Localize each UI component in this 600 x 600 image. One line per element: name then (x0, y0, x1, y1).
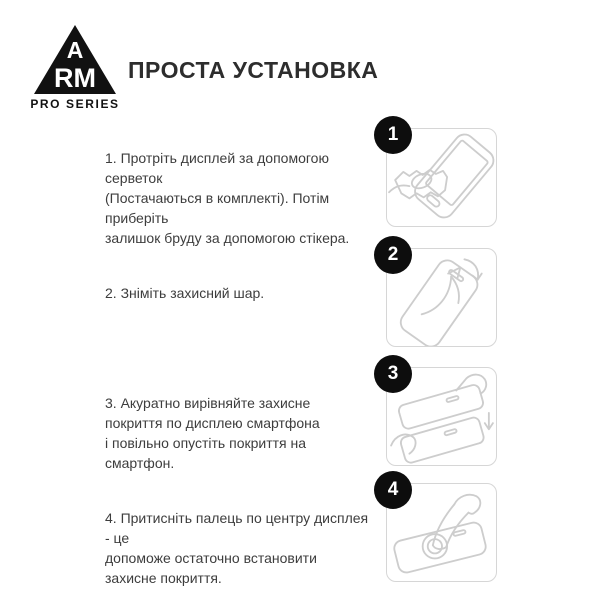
step-1-line-1: 1. Протріть дисплей за допомогою серветок (105, 150, 329, 186)
step-4-number-badge (374, 471, 412, 509)
step-4-line-2: допоможе остаточно встановити (105, 550, 317, 566)
step-2-line-1: 2. Зніміть захисний шар. (105, 285, 265, 301)
step-4-text (105, 508, 375, 588)
step-2-text (105, 283, 375, 303)
step-1-number-badge (374, 116, 412, 154)
step-4-number: 4 (387, 479, 399, 500)
step-3-number: 3 (387, 363, 399, 384)
step-3-number-badge (374, 355, 412, 393)
step-1-line-2: (Постачаються в комплекті). Потім приберіть (105, 190, 330, 226)
arm-triangle-logo-icon (28, 24, 122, 96)
arm-pro-series-logo (28, 24, 122, 111)
step-3-line-2: покриття по дисплею смартфона (105, 415, 320, 431)
step-3-line-3: і повільно опустіть покриття на смартфон. (105, 435, 307, 471)
step-2-number-badge (374, 236, 412, 274)
step-1-number: 1 (387, 124, 399, 145)
step-4-line-3: захисне покриття. (105, 570, 222, 586)
step-1-line-3: залишок бруду за допомогою стікера. (105, 230, 350, 246)
logo-letters-rm: RM (54, 63, 96, 93)
step-3-line-1: 3. Акуратно вирівняйте захисне (105, 395, 311, 411)
step-4-line-1: 4. Притисніть палець по центру дисплея - це (105, 510, 369, 546)
page-title: ПРОСТА УСТАНОВКА (128, 57, 379, 83)
step-3-text (105, 393, 375, 473)
step-1-text (105, 148, 375, 248)
step-2-number: 2 (387, 244, 399, 265)
logo-letter-a: A (66, 37, 84, 63)
logo-series-label: PRO SERIES (30, 97, 120, 111)
